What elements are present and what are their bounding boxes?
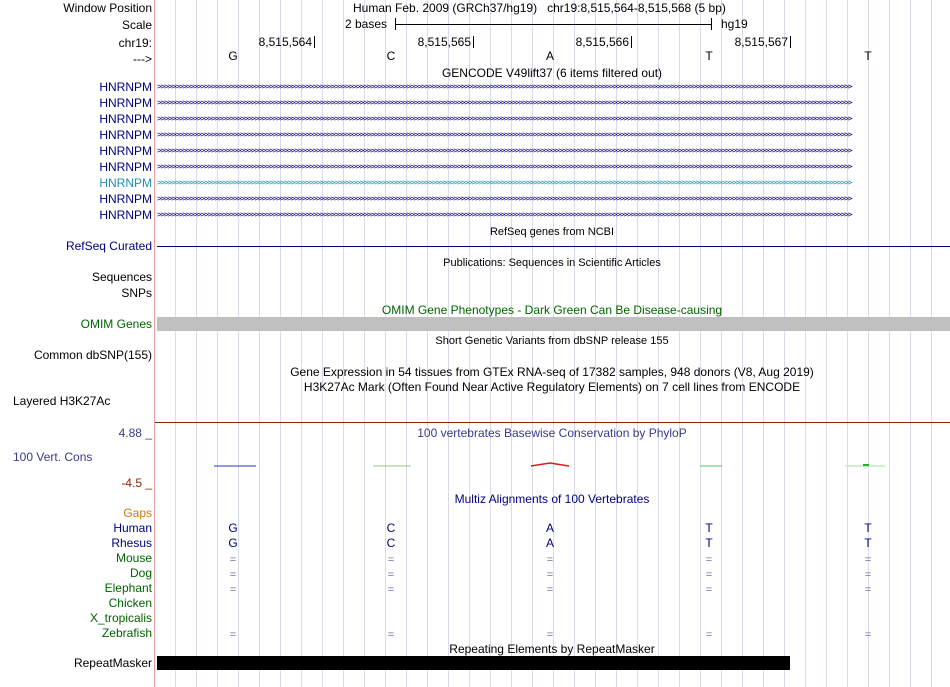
omim-track-label[interactable]: OMIM Genes: [80, 317, 152, 331]
h3k27ac-track-label[interactable]: Layered H3K27Ac: [13, 394, 111, 408]
alignment-cell: =: [864, 554, 872, 566]
coord-label: 8,515,566: [575, 35, 629, 49]
h3k27ac-baseline: [155, 422, 950, 423]
gene-label[interactable]: HNRNPM: [99, 192, 152, 206]
gene-label[interactable]: HNRNPM: [99, 128, 152, 142]
species-label[interactable]: X_tropicalis: [89, 611, 152, 625]
gene-arrow-track[interactable]: >>>>>>>>>>>>>>>>>>>>>>>>>>>>>>>>>>>>>>>>>>>>>>>>>>>>>>>>>>>>>>>>>>>>>>>>>>>>>>>>>>>>>>>>>>>>>>>>>>>>>>>>>>>>>>>>>>>>>>>>>>>>>>>>>>>>>>>>>>>>>>>>>>>>>>>>>>>>>>>>>>>>>>>>>>>>>>>>>>>>>>>>>>>>>>>>: [157, 146, 852, 155]
alignment-cell: =: [387, 584, 395, 596]
alignment-cell: =: [229, 569, 237, 581]
refseq-gene-line[interactable]: [157, 246, 950, 247]
repeatmasker-track-label[interactable]: RepeatMasker: [73, 656, 152, 670]
alignment-cell: =: [546, 629, 554, 641]
alignment-cell: C: [386, 536, 396, 550]
gene-arrow-track[interactable]: >>>>>>>>>>>>>>>>>>>>>>>>>>>>>>>>>>>>>>>>>>>>>>>>>>>>>>>>>>>>>>>>>>>>>>>>>>>>>>>>>>>>>>>>>>>>>>>>>>>>>>>>>>>>>>>>>>>>>>>>>>>>>>>>>>>>>>>>>>>>>>>>>>>>>>>>>>>>>>>>>>>>>>>>>>>>>>>>>>>>>>>>>>>>>>>>: [157, 82, 852, 91]
phylop-min-label: -4.5 _: [121, 476, 152, 490]
scale-label: Scale: [121, 18, 152, 32]
gencode-track-title[interactable]: GENCODE V49lift37 (6 items filtered out): [441, 66, 663, 80]
species-label[interactable]: Rhesus: [111, 536, 152, 550]
repeat-element-bar[interactable]: [157, 656, 790, 670]
multiz-gaps-label[interactable]: Gaps: [123, 506, 152, 520]
species-label[interactable]: Zebrafish: [101, 626, 152, 640]
base-letter: C: [386, 49, 396, 63]
base-letter: G: [228, 49, 238, 63]
alignment-cell: =: [229, 554, 237, 566]
alignment-cell: T: [864, 521, 872, 535]
gene-arrow-track[interactable]: >>>>>>>>>>>>>>>>>>>>>>>>>>>>>>>>>>>>>>>>>>>>>>>>>>>>>>>>>>>>>>>>>>>>>>>>>>>>>>>>>>>>>>>>>>>>>>>>>>>>>>>>>>>>>>>>>>>>>>>>>>>>>>>>>>>>>>>>>>>>>>>>>>>>>>>>>>>>>>>>>>>>>>>>>>>>>>>>>>>>>>>>>>>>>>>>: [157, 114, 852, 123]
phylop-bar: [531, 463, 569, 466]
repeatmasker-track-title[interactable]: Repeating Elements by RepeatMasker: [449, 642, 655, 656]
coord-label: 8,515,567: [734, 35, 788, 49]
alignment-cell: C: [386, 521, 396, 535]
phylop-graph[interactable]: [155, 455, 950, 475]
alignment-cell: T: [864, 536, 872, 550]
publications-track-label[interactable]: Sequences: [91, 270, 152, 284]
phylop-track-title[interactable]: 100 vertebrates Basewise Conservation by PhyloP: [417, 426, 687, 440]
coord-label: 8,515,565: [417, 35, 471, 49]
gene-label[interactable]: HNRNPM: [99, 176, 152, 190]
label-divider: [154, 0, 155, 687]
species-label[interactable]: Human: [113, 521, 152, 535]
publications-track-title[interactable]: Publications: Sequences in Scientific Articles: [443, 257, 661, 269]
alignment-cell: =: [229, 629, 237, 641]
coord-tick: [790, 36, 791, 48]
dbsnp-track-title[interactable]: Short Genetic Variants from dbSNP release 155: [435, 335, 669, 347]
alignment-cell: =: [387, 554, 395, 566]
species-label[interactable]: Mouse: [115, 551, 152, 565]
scale-bases-text: 2 bases: [345, 17, 388, 31]
alignment-cell: A: [545, 521, 555, 535]
gene-arrow-track[interactable]: >>>>>>>>>>>>>>>>>>>>>>>>>>>>>>>>>>>>>>>>>>>>>>>>>>>>>>>>>>>>>>>>>>>>>>>>>>>>>>>>>>>>>>>>>>>>>>>>>>>>>>>>>>>>>>>>>>>>>>>>>>>>>>>>>>>>>>>>>>>>>>>>>>>>>>>>>>>>>>>>>>>>>>>>>>>>>>>>>>>>>>>>>>>>>>>>: [157, 130, 852, 139]
gene-arrow-track[interactable]: >>>>>>>>>>>>>>>>>>>>>>>>>>>>>>>>>>>>>>>>>>>>>>>>>>>>>>>>>>>>>>>>>>>>>>>>>>>>>>>>>>>>>>>>>>>>>>>>>>>>>>>>>>>>>>>>>>>>>>>>>>>>>>>>>>>>>>>>>>>>>>>>>>>>>>>>>>>>>>>>>>>>>>>>>>>>>>>>>>>>>>>>>>>>>>>>: [157, 194, 852, 203]
alignment-cell: =: [229, 584, 237, 596]
gene-label[interactable]: HNRNPM: [99, 144, 152, 158]
alignment-cell: =: [705, 584, 713, 596]
alignment-cell: A: [545, 536, 555, 550]
species-label[interactable]: Dog: [129, 566, 152, 580]
strand-label: --->: [133, 52, 152, 66]
gene-label[interactable]: HNRNPM: [99, 208, 152, 222]
alignment-cell: T: [705, 521, 713, 535]
refseq-track-title[interactable]: RefSeq genes from NCBI: [489, 226, 615, 238]
multiz-track-title[interactable]: Multiz Alignments of 100 Vertebrates: [454, 492, 650, 506]
omim-track-title[interactable]: OMIM Gene Phenotypes - Dark Green Can Be Disease-causing: [381, 303, 723, 317]
scale-bar: [395, 24, 711, 25]
coord-label: 8,515,564: [258, 35, 312, 49]
alignment-cell: =: [546, 554, 554, 566]
scale-bar-right-end: [711, 18, 712, 30]
window-position-value: Human Feb. 2009 (GRCh37/hg19) chr19:8,515,564-8,515,568 (5 bp): [353, 1, 726, 15]
coord-tick: [631, 36, 632, 48]
gene-arrow-track[interactable]: >>>>>>>>>>>>>>>>>>>>>>>>>>>>>>>>>>>>>>>>>>>>>>>>>>>>>>>>>>>>>>>>>>>>>>>>>>>>>>>>>>>>>>>>>>>>>>>>>>>>>>>>>>>>>>>>>>>>>>>>>>>>>>>>>>>>>>>>>>>>>>>>>>>>>>>>>>>>>>>>>>>>>>>>>>>>>>>>>>>>>>>>>>>>>>>>: [157, 98, 852, 107]
gene-label[interactable]: HNRNPM: [99, 160, 152, 174]
alignment-cell: =: [705, 554, 713, 566]
alignment-cell: G: [228, 521, 238, 535]
gene-label[interactable]: HNRNPM: [99, 112, 152, 126]
species-label[interactable]: Chicken: [108, 596, 152, 610]
alignment-cell: T: [705, 536, 713, 550]
window-position-label: Window Position: [63, 1, 152, 15]
alignment-cell: G: [228, 536, 238, 550]
alignment-cell: =: [705, 569, 713, 581]
alignment-cell: =: [864, 629, 872, 641]
refseq-track-label[interactable]: RefSeq Curated: [65, 239, 152, 253]
base-letter: T: [705, 49, 713, 63]
gene-label[interactable]: HNRNPM: [99, 80, 152, 94]
alignment-cell: =: [864, 569, 872, 581]
gene-arrow-track[interactable]: >>>>>>>>>>>>>>>>>>>>>>>>>>>>>>>>>>>>>>>>>>>>>>>>>>>>>>>>>>>>>>>>>>>>>>>>>>>>>>>>>>>>>>>>>>>>>>>>>>>>>>>>>>>>>>>>>>>>>>>>>>>>>>>>>>>>>>>>>>>>>>>>>>>>>>>>>>>>>>>>>>>>>>>>>>>>>>>>>>>>>>>>>>>>>>>>: [157, 210, 852, 219]
alignment-cell: =: [546, 569, 554, 581]
h3k27ac-track-title[interactable]: H3K27Ac Mark (Often Found Near Active Regulatory Elements) on 7 cell lines from ENCODE: [303, 380, 801, 394]
alignment-cell: =: [387, 569, 395, 581]
phylop-track-label[interactable]: 100 Vert. Cons: [13, 450, 93, 464]
gene-arrow-track[interactable]: >>>>>>>>>>>>>>>>>>>>>>>>>>>>>>>>>>>>>>>>>>>>>>>>>>>>>>>>>>>>>>>>>>>>>>>>>>>>>>>>>>>>>>>>>>>>>>>>>>>>>>>>>>>>>>>>>>>>>>>>>>>>>>>>>>>>>>>>>>>>>>>>>>>>>>>>>>>>>>>>>>>>>>>>>>>>>>>>>>>>>>>>>>>>>>>>: [157, 178, 852, 187]
dbsnp-track-label[interactable]: Common dbSNP(155): [33, 348, 152, 362]
coord-tick: [473, 36, 474, 48]
chrom-label: chr19:: [118, 36, 152, 50]
alignment-cell: =: [705, 629, 713, 641]
species-label[interactable]: Elephant: [104, 581, 152, 595]
gtex-track-title[interactable]: Gene Expression in 54 tissues from GTEx RNA-seq of 17382 samples, 948 donors (V8, Aug 2019): [290, 365, 814, 379]
omim-gene-bar[interactable]: [157, 317, 950, 331]
alignment-cell: =: [864, 584, 872, 596]
assembly-label: hg19: [721, 17, 748, 31]
snps-track-label[interactable]: SNPs: [121, 286, 152, 300]
gene-arrow-track[interactable]: >>>>>>>>>>>>>>>>>>>>>>>>>>>>>>>>>>>>>>>>>>>>>>>>>>>>>>>>>>>>>>>>>>>>>>>>>>>>>>>>>>>>>>>>>>>>>>>>>>>>>>>>>>>>>>>>>>>>>>>>>>>>>>>>>>>>>>>>>>>>>>>>>>>>>>>>>>>>>>>>>>>>>>>>>>>>>>>>>>>>>>>>>>>>>>>>: [157, 162, 852, 171]
alignment-cell: =: [546, 584, 554, 596]
scale-bar-left-end: [395, 18, 396, 30]
base-letter: A: [545, 49, 555, 63]
phylop-max-label: 4.88 _: [118, 426, 152, 440]
alignment-cell: =: [387, 629, 395, 641]
base-letter: T: [864, 49, 872, 63]
coord-tick: [314, 36, 315, 48]
gene-label[interactable]: HNRNPM: [99, 96, 152, 110]
